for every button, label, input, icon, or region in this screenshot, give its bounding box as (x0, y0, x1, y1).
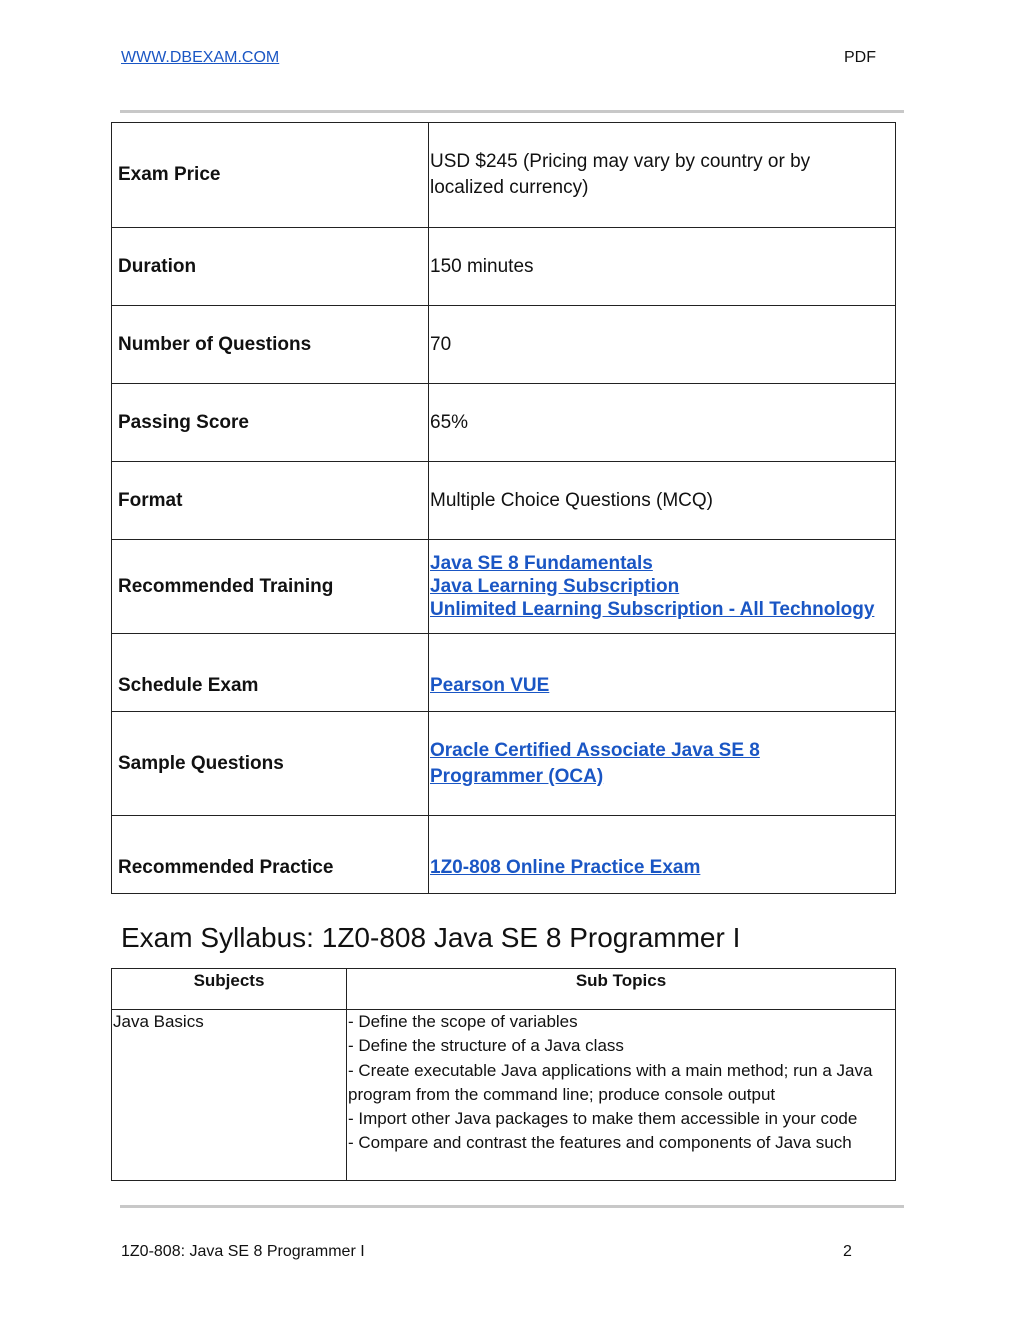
table-row (112, 228, 896, 306)
training-link-java-se8-fundamentals[interactable]: Java SE 8 Fundamentals (430, 553, 653, 574)
topic-item: - Create executable Java applications with a main method; run a Java program from the command line; produce console output (348, 1060, 873, 1104)
column-header-sub-topics: Sub Topics (347, 969, 896, 1010)
row-value (429, 712, 896, 816)
table-row (112, 712, 896, 816)
row-label: Passing Score (112, 384, 429, 462)
row-value: Multiple Choice Questions (MCQ) (429, 462, 896, 540)
row-label: Sample Questions (112, 712, 429, 816)
row-value (429, 816, 896, 894)
topic-item: - Import other Java packages to make them accessible in your code (348, 1109, 858, 1129)
exam-info-table (111, 122, 896, 894)
training-link-unlimited-learning[interactable]: Unlimited Learning Subscription - All Technology (430, 599, 875, 620)
training-link-java-learning-subscription[interactable]: Java Learning Subscription (430, 576, 680, 597)
table-row (112, 1010, 896, 1181)
doc-type-label: PDF (844, 49, 876, 66)
row-label: Schedule Exam (112, 634, 429, 712)
table-row (112, 816, 896, 894)
site-link[interactable]: WWW.DBEXAM.COM (121, 49, 280, 66)
row-value: 70 (429, 306, 896, 384)
table-row (112, 540, 896, 634)
topics-cell (347, 1010, 896, 1181)
syllabus-table (111, 968, 896, 1181)
row-label: Format (112, 462, 429, 540)
row-label: Number of Questions (112, 306, 429, 384)
page-number: 2 (843, 1243, 852, 1260)
table-row (112, 123, 896, 228)
topic-item: - Define the structure of a Java class (348, 1036, 624, 1056)
table-row (112, 462, 896, 540)
header-divider (120, 110, 904, 113)
sample-questions-link[interactable]: Oracle Certified Associate Java SE 8 Programmer (OCA) (430, 739, 760, 787)
row-value: 65% (429, 384, 896, 462)
row-label: Duration (112, 228, 429, 306)
row-label: Recommended Practice (112, 816, 429, 894)
topic-item: - Define the scope of variables (348, 1012, 578, 1031)
row-value (429, 540, 896, 634)
practice-exam-link[interactable]: 1Z0-808 Online Practice Exam (430, 856, 701, 878)
schedule-exam-link[interactable]: Pearson VUE (430, 674, 550, 696)
syllabus-title: Exam Syllabus: 1Z0-808 Java SE 8 Programmer I (121, 922, 741, 953)
footer-doc-title: 1Z0-808: Java SE 8 Programmer I (121, 1243, 365, 1260)
row-label: Exam Price (112, 123, 429, 228)
row-value (429, 634, 896, 712)
subject-cell: Java Basics (112, 1010, 347, 1181)
row-label: Recommended Training (112, 540, 429, 634)
table-header-row (112, 969, 896, 1010)
footer-divider (120, 1205, 904, 1208)
row-value: USD $245 (Pricing may vary by country or by localized currency) (429, 123, 896, 228)
row-value: 150 minutes (429, 228, 896, 306)
topic-item: - Compare and contrast the features and components of Java such (348, 1133, 852, 1153)
table-row (112, 306, 896, 384)
column-header-subjects: Subjects (112, 969, 347, 1010)
table-row (112, 384, 896, 462)
table-row (112, 634, 896, 712)
